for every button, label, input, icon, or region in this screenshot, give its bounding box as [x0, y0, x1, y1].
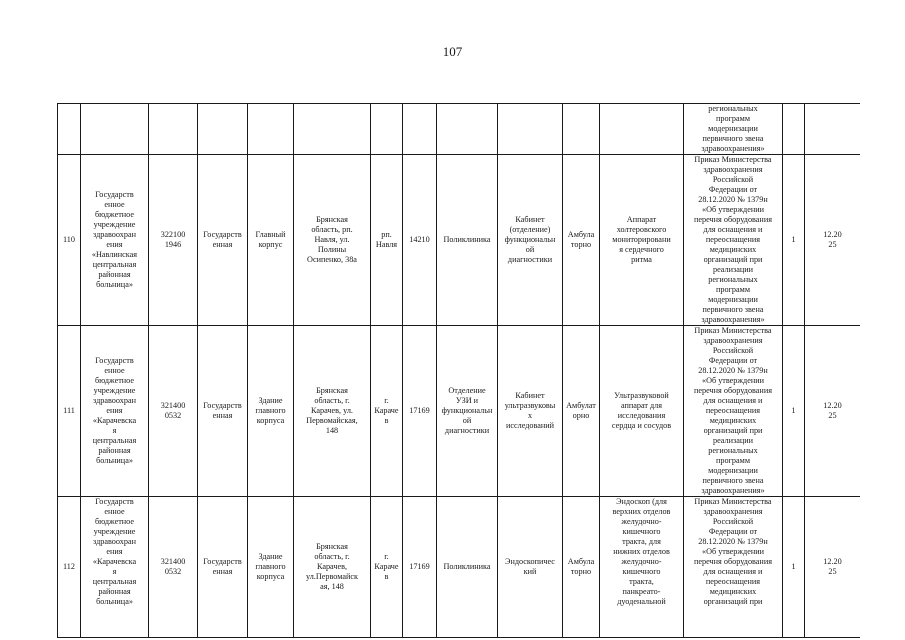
cell-unit-text: Поликлиника [443, 235, 491, 244]
cell-building [248, 497, 294, 638]
cell-code [149, 326, 198, 497]
cell-date [805, 155, 861, 326]
cell-locality-text: рп. Навля [375, 230, 398, 249]
cell-address [294, 104, 371, 155]
table-row-continuation [58, 104, 861, 155]
table-row [58, 326, 861, 497]
cell-code-text: 321400 0532 [160, 557, 186, 576]
page-number: 107 [442, 44, 463, 59]
cell-basis [684, 155, 783, 326]
cell-basis-text: Приказ Министерства здравоохранения Российской Федерации от 28.12.2020 № 1379н «Об утверждении перечня оборудования для оснащения и переоснащения медицинских организаций при [694, 497, 772, 606]
cell-equipment [600, 155, 684, 326]
cell-num-text: 111 [63, 406, 75, 415]
cell-unit [437, 326, 498, 497]
cell-building-text: Здание главного корпуса [255, 396, 286, 425]
cell-num [58, 326, 81, 497]
cell-building-text: Главный корпус [255, 230, 286, 249]
cell-care-type [563, 104, 600, 155]
cell-address [294, 326, 371, 497]
cell-room [498, 104, 563, 155]
cell-oktmo [403, 497, 437, 638]
cell-date-text: 12.20 25 [823, 401, 842, 420]
cell-num-text: 110 [63, 235, 75, 244]
cell-ownership [198, 497, 248, 638]
cell-num-text: 112 [63, 562, 75, 571]
cell-unit [437, 104, 498, 155]
cell-ownership-text: Государств енная [203, 401, 242, 420]
cell-org-text: Государств енное бюджетное учреждение здравоохран ения «Карачевска я центральная районная больница» [92, 497, 137, 606]
cell-qty [783, 104, 805, 155]
cell-ownership [198, 326, 248, 497]
cell-locality-text: г. Караче в [374, 396, 399, 425]
cell-qty-text: 1 [791, 235, 796, 244]
cell-oktmo [403, 104, 437, 155]
cell-address [294, 155, 371, 326]
cell-unit [437, 155, 498, 326]
cell-equipment-text: Аппарат холтеровского мониторировани я сердечного ритма [612, 215, 671, 264]
cell-qty [783, 326, 805, 497]
cell-locality [371, 155, 403, 326]
cell-unit [437, 497, 498, 638]
cell-qty [783, 155, 805, 326]
cell-equipment [600, 497, 684, 638]
cell-oktmo [403, 155, 437, 326]
cell-basis [684, 497, 783, 638]
cell-building [248, 104, 294, 155]
table-row [58, 497, 861, 638]
cell-code [149, 104, 198, 155]
cell-date [805, 326, 861, 497]
cell-room-text: Кабинет ультразвуковы х исследований [504, 391, 556, 430]
cell-locality [371, 326, 403, 497]
cell-locality [371, 497, 403, 638]
table-row [58, 155, 861, 326]
cell-locality [371, 104, 403, 155]
cell-num [58, 104, 81, 155]
cell-room-text: Кабинет (отделение) функциональн ой диагностики [504, 215, 556, 264]
cell-date-text: 12.20 25 [823, 557, 842, 576]
cell-locality-text: г. Караче в [374, 552, 399, 581]
cell-room-text: Эндоскопичес кий [505, 557, 555, 576]
cell-ownership-text: Государств енная [203, 230, 242, 249]
cell-qty [783, 497, 805, 638]
cell-ownership-text: Государств енная [203, 557, 242, 576]
cell-ownership [198, 155, 248, 326]
cell-address-text: Брянская область, рп. Навля, ул. Полины Осипенко, 38а [307, 215, 357, 264]
cell-code-text: 321400 0532 [160, 401, 186, 420]
cell-oktmo [403, 326, 437, 497]
cell-equipment-text: Ультразвуковой аппарат для исследования сердца и сосудов [611, 391, 672, 430]
cell-address-text: Брянская область, г. Карачев, ул.Первомайск ая, 148 [305, 542, 358, 591]
cell-building [248, 155, 294, 326]
cell-equipment-text: Эндоскоп (для верхних отделов желудочно- кишечного тракта, для нижних отделов желудочно- кишечного тракта, панкреато- дуоденальной [612, 497, 671, 606]
cell-oktmo-text: 17169 [409, 562, 430, 571]
cell-org [81, 104, 149, 155]
cell-date-text: 12.20 25 [823, 230, 842, 249]
cell-building [248, 326, 294, 497]
cell-code-text: 322100 1946 [160, 230, 186, 249]
cell-ownership [198, 104, 248, 155]
cell-org [81, 497, 149, 638]
cell-date [805, 497, 861, 638]
cell-care-type [563, 155, 600, 326]
cell-org-text: Государств енное бюджетное учреждение здравоохран ения «Навлинская центральная районная больница» [91, 190, 138, 289]
cell-oktmo-text: 17169 [409, 406, 430, 415]
cell-room [498, 497, 563, 638]
cell-equipment [600, 326, 684, 497]
cell-num [58, 497, 81, 638]
cell-room [498, 155, 563, 326]
cell-unit-text: Поликлиника [443, 562, 491, 571]
cell-care-type [563, 326, 600, 497]
cell-address-text: Брянская область, г. Карачев, ул. Первомайская, 148 [306, 386, 358, 435]
cell-code [149, 155, 198, 326]
cell-care-type-text: Амбула торно [567, 230, 595, 249]
cell-oktmo-text: 14210 [409, 235, 430, 244]
cell-address [294, 497, 371, 638]
cell-care-type [563, 497, 600, 638]
cell-num [58, 155, 81, 326]
cell-unit-text: Отделение УЗИ и функциональн ой диагностики [441, 386, 493, 435]
cell-date [805, 104, 861, 155]
cell-qty-text: 1 [791, 562, 796, 571]
cell-org-text: Государств енное бюджетное учреждение здравоохран ения «Карачевска я центральная районная больница» [92, 356, 137, 465]
registry-table [57, 103, 860, 640]
cell-care-type-text: Амбула торно [567, 557, 595, 576]
cell-basis [684, 104, 783, 155]
cell-room [498, 326, 563, 497]
cell-building-text: Здание главного корпуса [255, 552, 286, 581]
basis-text: региональных программ модернизации первичного звена здравоохранения» [701, 104, 765, 153]
cell-code [149, 497, 198, 638]
cell-basis [684, 326, 783, 497]
cell-basis-text: Приказ Министерства здравоохранения Российской Федерации от 28.12.2020 № 1379н «Об утверждении перечня оборудования для оснащения и переоснащения медицинских организаций при реализации региональных программ модернизации первичного звена здравоохранения» [694, 326, 772, 495]
cell-org [81, 326, 149, 497]
cell-equipment [600, 104, 684, 155]
cell-org [81, 155, 149, 326]
cell-basis-text: Приказ Министерства здравоохранения Российской Федерации от 28.12.2020 № 1379н «Об утверждении перечня оборудования для оснащения и переоснащения медицинских организаций при реализации региональных программ модернизации первичного звена здравоохранения» [694, 155, 772, 324]
cell-qty-text: 1 [791, 406, 796, 415]
cell-care-type-text: Амбулат орно [566, 401, 596, 420]
